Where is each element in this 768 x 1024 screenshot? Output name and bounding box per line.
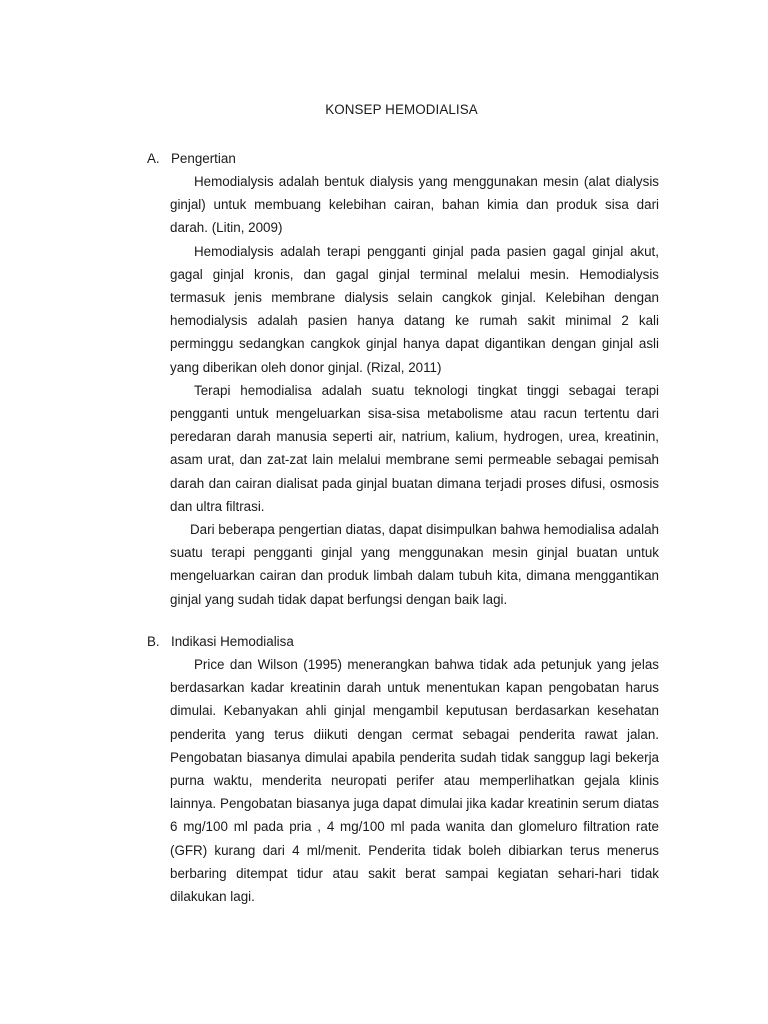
section-indikasi-hemodialisa: [147, 630, 659, 908]
section-heading: [147, 630, 659, 653]
paragraph: Terapi hemodialisa adalah suatu teknologi tingkat tinggi sebagai terapi pengganti untuk mengeluarkan sisa-sisa metabolisme atau racun tertentu dari peredaran darah manusia seperti air, natrium, kalium, hydrogen, urea, kreatinin, asam urat, dan zat-zat lain melalui membrane semi permeable sebagai pemisah darah dan cairan dialisat pada ginjal buatan dimana terjadi proses difusi, osmosis dan ultra filtrasi.: [170, 382, 659, 514]
section-letter: B.: [147, 634, 160, 649]
paragraph: Hemodialysis adalah bentuk dialysis yang menggunakan mesin (alat dialysis ginjal) untuk membuang kelebihan cairan, bahan kimia dan produk sisa dari darah. (Litin, 2009): [170, 174, 659, 236]
section-pengertian: [147, 147, 659, 611]
document-title: KONSEP HEMODIALISA: [325, 102, 478, 117]
section-heading-label: Indikasi Hemodialisa: [171, 634, 294, 649]
paragraph: Price dan Wilson (1995) menerangkan bahwa tidak ada petunjuk yang jelas berdasarkan kadar kreatinin darah untuk menentukan kapan pengobatan harus dimulai. Kebanyakan ahli ginjal mengambil keputusan berdasarkan kesehatan penderita yang terus diikuti dengan cermat sebagai penderita rawat jalan. Pengobatan biasanya dimulai apabila penderita sudah tidak sanggup lagi bekerja purna waktu, menderita neuropati perifer atau memperlihatkan gejala klinis lainnya. Pengobatan biasanya juga dapat dimulai jika kadar kreatinin serum diatas 6 mg/100 ml pada pria , 4 mg/100 ml pada wanita dan glomeluro filtration rate (GFR) kurang dari 4 ml/menit. Penderita tidak boleh dibiarkan terus menerus berbaring ditempat tidur atau sakit berat sampai kegiatan sehari-hari tidak dilakukan lagi.: [170, 657, 659, 905]
section-letter: A.: [147, 151, 160, 166]
section-heading-label: Pengertian: [171, 151, 236, 166]
paragraph: Hemodialysis adalah terapi pengganti ginjal pada pasien gagal ginjal akut, gagal ginjal kronis, dan gagal ginjal terminal melalui mesin. Hemodialysis termasuk jenis membrane dialysis selain cangkok ginjal. Kelebihan dengan hemodialysis adalah pasien hanya datang ke rumah sakit minimal 2 kali perminggu sedangkan cangkok ginjal hanya dapat digantikan dengan ginjal asli yang diberikan oleh donor ginjal. (Rizal, 2011): [170, 243, 659, 375]
paragraph: Dari beberapa pengertian diatas, dapat disimpulkan bahwa hemodialisa adalah suatu terapi pengganti ginjal yang menggunakan mesin ginjal buatan untuk mengeluarkan cairan dan produk limbah dalam tubuh kita, dimana menggantikan ginjal yang sudah tidak dapat berfungsi dengan baik lagi.: [170, 522, 659, 607]
section-heading: [147, 147, 659, 170]
